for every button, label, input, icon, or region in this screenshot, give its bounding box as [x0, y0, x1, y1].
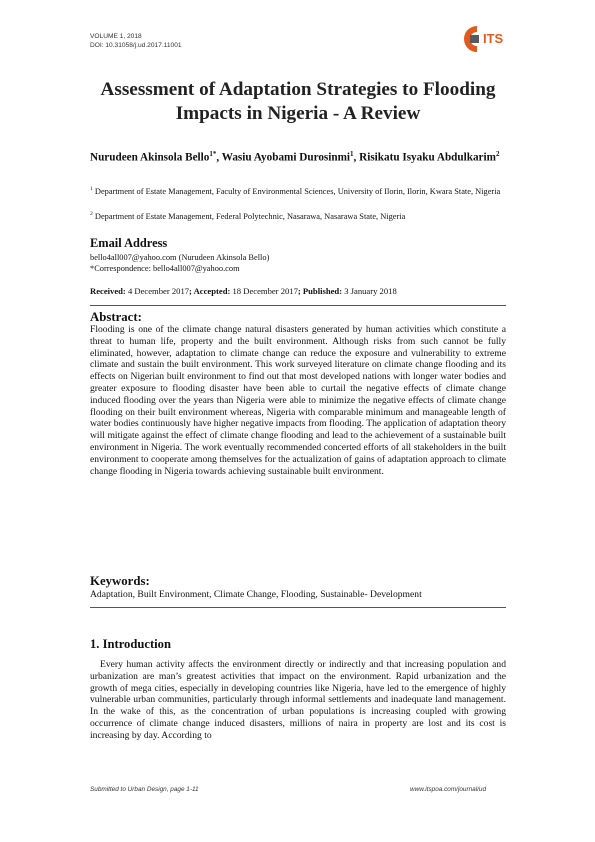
its-logo-mark-icon	[457, 24, 485, 54]
affiliation-mark: 1	[90, 186, 93, 192]
affiliation-text: Department of Estate Management, Federal Polytechnic, Nasarawa, Nasarawa State, Nigeria	[94, 211, 406, 221]
footer-url: www.itspoa.com/journal/ud	[410, 786, 487, 793]
correspondence-line: *Correspondence: bello4all007@yahoo.com	[90, 264, 240, 273]
abstract-heading: Abstract:	[90, 310, 142, 324]
author-separator: ,	[353, 151, 360, 164]
keywords-text: Adaptation, Built Environment, Climate Change, Flooding, Sustainable- Development	[90, 589, 422, 600]
author-affil-mark: 1*	[209, 150, 217, 158]
publication-dates: Received: 4 December 2017; Accepted: 18 December 2017; Published: 3 January 2018	[90, 286, 397, 296]
author-affil-mark: 2	[495, 150, 500, 158]
affiliation	[90, 209, 506, 222]
author-affil-mark: 1	[350, 150, 354, 158]
author-name: Risikatu Isyaku Abdulkarim	[359, 151, 496, 164]
introduction-heading: 1. Introduction	[90, 637, 171, 651]
author-name: Nurudeen Akinsola Bello	[90, 151, 210, 164]
received-label: Received:	[90, 286, 126, 296]
its-logo	[457, 24, 512, 54]
journal-meta	[90, 32, 182, 50]
introduction-text: Every human activity affects the environment directly or indirectly and that increasing population and urbanization are man’s greatest activities that impact on the environment. Rapid urbanization and the growth of mega cities, especially in developing countries like Nigeria, have led to the emergence of highly vulnerable urban communities, particularly through informal settlements and inadequate land management. In the wake of this, as the concentration of urban populations is increasing coupled with growing occurrence of climate change induced disasters, millions of naira in property are lost and its cost is increasing by day. According to	[90, 659, 506, 741]
abstract-text: Flooding is one of the climate change natural disasters generated by human activities which constitute a threat to human life, property and the built environment. Although risks from such cannot be fully eliminated, however, adaptation to climate change can reduce the exposure and vulnerability to extreme climate and sustain the built environment. This work surveyed literature on climate change flooding and its effects on Nigerian built environment to find out that most developed nations with longer water bodies and greater exposure to flooding disaster have been able to curtail the negative effects of climate change induced flooding over the years than Nigeria were able to minimize the negative effects of climate change flooding on their built environment whereas, Nigeria with comparable minimum and manageable length of water bodies continuously have higher negative impacts from flooding. The application of adaptation theory will mitigate against the effect of climate change flooding and lead to the achievement of a sustainable built environment in Nigeria. The work eventually recommended concerted efforts of all stakeholders in the built environment to cooperate among themselves for the actualization of gains of adaptation approach to climate change flooding in Nigeria towards achieving sustainable built environment.	[90, 324, 506, 477]
email-heading: Email Address	[90, 236, 168, 250]
logo-text: ITS	[483, 31, 504, 46]
volume-text: VOLUME 1, 2018	[90, 33, 142, 40]
affiliation	[90, 184, 506, 197]
accepted-label: Accepted:	[193, 286, 231, 296]
divider	[90, 305, 506, 306]
affiliation-text: Department of Estate Management, Faculty of Environmental Sciences, University of Ilorin, Ilorin, Kwara State, Nigeria	[94, 186, 501, 196]
divider	[90, 607, 506, 608]
footer-submission: Submitted to Urban Design, page 1-11	[90, 786, 199, 793]
published-date: 3 January 2018	[344, 286, 397, 296]
keywords-heading: Keywords:	[90, 574, 150, 588]
paper-title: Assessment of Adaptation Strategies to Flooding Impacts in Nigeria - A Review	[100, 79, 496, 124]
received-date: 4 December 2017	[127, 286, 190, 296]
affiliation-mark: 2	[90, 211, 93, 217]
doi-text: DOI: 10.31058/j.ud.2017.11001	[90, 42, 182, 49]
author-name: Wasiu Ayobami Durosinmi	[221, 151, 351, 164]
published-label: Published:	[302, 286, 343, 296]
author-separator: ,	[216, 151, 222, 164]
accepted-date: 18 December 2017	[232, 286, 298, 296]
email-line: bello4all007@yahoo.com (Nurudeen Akinsola Bello)	[90, 253, 270, 262]
author-list	[90, 147, 506, 166]
